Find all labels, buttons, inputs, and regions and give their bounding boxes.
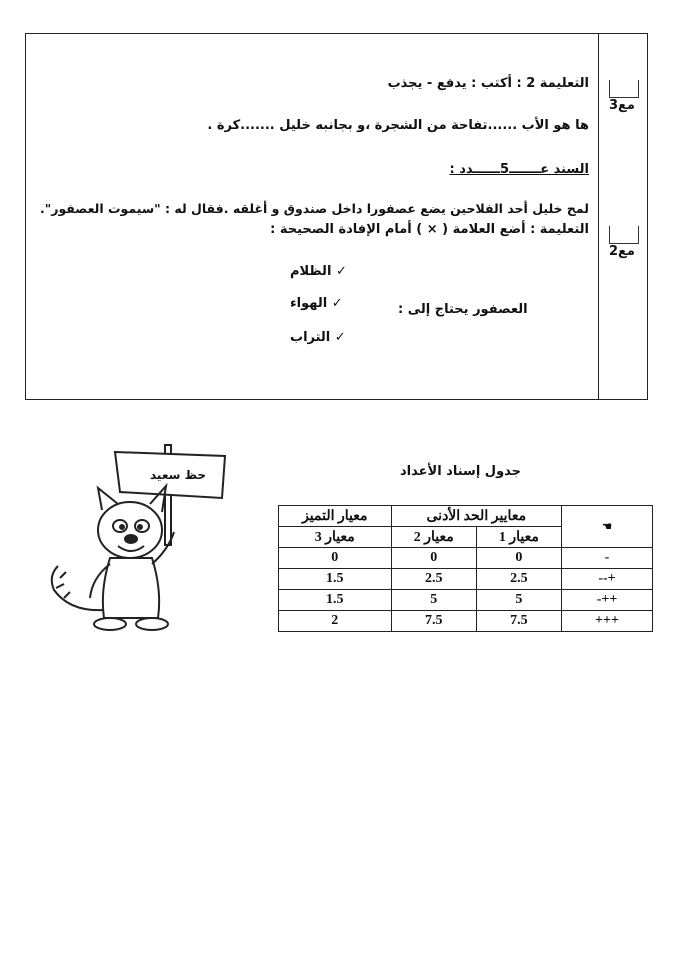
option-label: الظلام xyxy=(290,264,332,279)
criteria-score-box xyxy=(609,226,639,244)
check-icon: ✓ xyxy=(335,264,347,279)
subheader-c2: معيار 2 xyxy=(391,527,476,548)
instruction-2: التعليمة 2 : أكتب : يدفع - يجذب xyxy=(387,76,589,91)
table-row xyxy=(279,548,653,569)
option-row xyxy=(290,330,346,345)
subheader-c1: معيار 1 xyxy=(476,527,561,548)
criteria-score-box xyxy=(609,80,639,98)
row-mark: +++ xyxy=(562,611,653,632)
cell-c3: 0 xyxy=(279,548,392,569)
option-label: التراب xyxy=(290,330,331,345)
cell-c3: 1.5 xyxy=(279,569,392,590)
option-row xyxy=(290,296,343,311)
cell-c2: 2.5 xyxy=(391,569,476,590)
row-mark: - xyxy=(562,548,653,569)
cell-c2: 0 xyxy=(391,548,476,569)
header-excellence-criteria: معيار التميز xyxy=(279,506,392,527)
cat-holding-sign-illustration xyxy=(40,440,240,640)
grading-table-title: جدول إسناد الأعداد xyxy=(400,464,522,479)
check-icon: ✓ xyxy=(331,296,343,311)
option-row xyxy=(290,264,347,279)
criteria-label-2: مع2 xyxy=(609,244,635,259)
fill-sentence: ها هو الأب ......تفاحة من الشجرة ،و بجانبه خليل .......كرة . xyxy=(207,118,589,133)
cell-c1: 2.5 xyxy=(476,569,561,590)
story-text: لمح خليل أحد الفلاحين يضع عصفورا داخل صندوق و أغلقه .فقال له : "سيموت العصفور". xyxy=(40,201,589,216)
question-stem: العصفور يحتاج إلى : xyxy=(398,302,528,317)
criteria-label-3: مع3 xyxy=(609,98,635,113)
sanad-heading: السند عـــــــ5ــــــدد : xyxy=(449,162,589,177)
header-min-criteria: معايير الحد الأدنى xyxy=(391,506,561,527)
table-header-row xyxy=(279,506,653,527)
cell-c3: 2 xyxy=(279,611,392,632)
mark-instruction: التعليمة : أضع العلامة ( × ) أمام الإفادة الصحيحة : xyxy=(270,222,589,237)
cell-c3: 1.5 xyxy=(279,590,392,611)
check-icon: ✓ xyxy=(334,330,346,345)
sign-text: حظ سعيد xyxy=(150,468,207,482)
row-mark: +-- xyxy=(562,569,653,590)
criteria-column-divider xyxy=(598,33,599,400)
cell-c1: 7.5 xyxy=(476,611,561,632)
option-label: الهواء xyxy=(290,296,328,311)
table-row xyxy=(279,611,653,632)
table-row xyxy=(279,569,653,590)
table-row xyxy=(279,590,653,611)
subheader-c3: معيار 3 xyxy=(279,527,392,548)
cell-c1: 5 xyxy=(476,590,561,611)
grading-table xyxy=(278,505,653,632)
table-corner: ☚ xyxy=(562,506,653,548)
cell-c2: 7.5 xyxy=(391,611,476,632)
row-mark: ++- xyxy=(562,590,653,611)
cell-c1: 0 xyxy=(476,548,561,569)
cell-c2: 5 xyxy=(391,590,476,611)
